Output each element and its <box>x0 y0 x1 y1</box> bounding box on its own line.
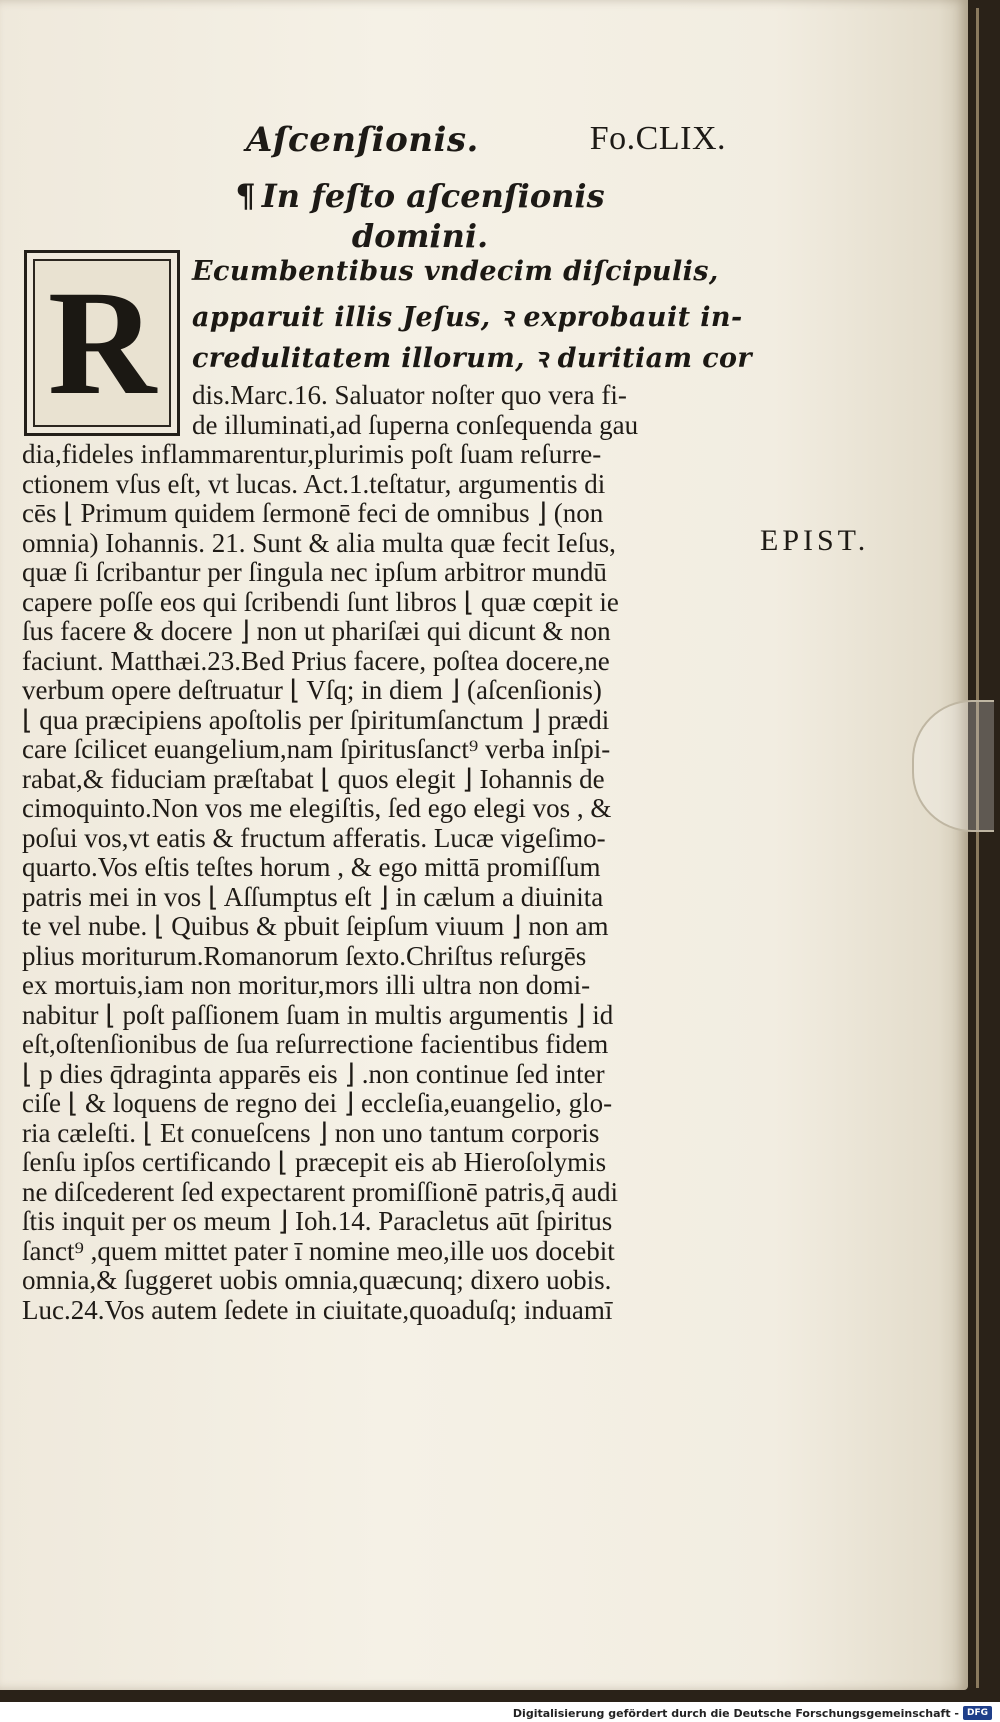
dfg-logo: DFG <box>963 1706 992 1720</box>
page-edge <box>976 8 979 1688</box>
text-line: ſanct⁹ ,quem mittet pater ī nomine meo,ille uos docebit <box>22 1235 615 1266</box>
text-line: patris mei in vos ⌊ Aſſumptus eſt ⌋ in cælum a diuinita <box>22 881 604 912</box>
text-line: verbum opere deſtruatur ⌊ Vſq; in diem ⌋ (aſcenſionis) <box>22 675 602 705</box>
text-line: plius moriturum.Romanorum ſexto.Chriſtus reſurgēs <box>22 940 587 971</box>
text-line: eſt,oſtenſionibus de ſua reſurrectione facientibus fidem <box>22 1029 609 1059</box>
text-line: dia,fideles inflammarentur,plurimis poſt ſuam reſurre- <box>22 439 602 469</box>
text-line: Luc.24.Vos autem ſedete in ciuitate,quoaduſq; induamī <box>22 1294 613 1325</box>
text-line: ne diſcederent ſed expectarent promiſſionē patris,q̄ audi <box>22 1176 619 1207</box>
text-line: ſenſu ipſos certificando ⌊ præcepit eis ab Hieroſolymis <box>22 1147 607 1177</box>
text-line: ex mortuis,iam non moritur,mors illi ultra non domi- <box>22 970 591 1000</box>
footer <box>0 1704 1000 1722</box>
text-line: quæ ſi ſcribantur per ſingula nec ipſum arbitror mundū <box>22 557 607 587</box>
text-line: rabat,& fiduciam præſtabat ⌊ quos elegit ⌋ Iohannis de <box>22 763 605 794</box>
running-head-left: Aſcenſionis. <box>246 120 479 160</box>
text-line: ria cæleſti. ⌊ Et conueſcens ⌋ non uno tantum corporis <box>22 1117 600 1148</box>
text-line: de illuminati,ad ſuperna conſequenda gau <box>192 409 639 440</box>
margin-note: EPIST. <box>760 524 870 557</box>
section-title <box>210 176 630 256</box>
text-line: poſui vos,vt eatis & fructum afferatis. Lucæ vigeſimo- <box>22 822 606 853</box>
title-line-2: domini. <box>351 217 489 255</box>
folio-number: Fo.CLIX. <box>589 120 726 157</box>
pilcrow-mark: ¶ <box>235 177 256 215</box>
text-line: ⌊ qua præcipiens apoſtolis per ſpiritumſanctum ⌋ prædi <box>22 704 610 735</box>
text-line: cēs ⌊ Primum quidem ſermonē feci de omnibus ⌋ (non <box>22 498 604 528</box>
text-line: ctionem vſus eſt, vt lucas. Act.1.teſtatur, argumentis di <box>22 468 606 499</box>
initial-letter: R <box>47 260 157 426</box>
text-line: faciunt. Matthæi.23.Bed Prius facere, poſtea docere,ne <box>22 645 610 676</box>
decorated-initial <box>24 250 180 436</box>
text-line: capere poſſe eos qui ſcribendi ſunt libros ⌊ quæ cœpit ie <box>22 586 619 617</box>
text-line: te vel nube. ⌊ Quibus & pbuit ſeipſum viuum ⌋ non am <box>22 911 609 941</box>
text-line: omnia) Iohannis. 21. Sunt & alia multa quæ fecit Ieſus, <box>22 527 616 558</box>
text-line: cimoquinto.Non vos me elegiſtis, ſed ego elegi vos , & <box>22 793 612 823</box>
black-letter-line: Ecumbentibus vndecim diſcipulis, <box>192 256 719 287</box>
text-line: ſtis inquit per os meum ⌋ Ioh.14. Paracletus aūt ſpiritus <box>22 1206 613 1236</box>
text-line: nabitur ⌊ poſt paſſionem ſuam in multis argumentis ⌋ id <box>22 999 614 1030</box>
text-line: ciſe ⌊ & loquens de regno dei ⌋ eccleſia,euangelio, glo- <box>22 1088 613 1118</box>
text-line: omnia,& ſuggeret uobis omnia,quæcunq; dixero uobis. <box>22 1265 612 1295</box>
black-letter-line: apparuit illis Jeſus, ꝛ exprobauit in- <box>192 302 743 333</box>
text-line: quarto.Vos eſtis teſtes horum , & ego mittā promiſſum <box>22 852 601 882</box>
text-line: ⌊ p dies q̄draginta apparēs eis ⌋ .non continue ſed inter <box>22 1058 605 1089</box>
text-line: dis.Marc.16. Saluator noſter quo vera fi- <box>192 380 627 410</box>
text-line: care ſcilicet euangelium,nam ſpiritusſanct⁹ verba inſpi- <box>22 734 611 764</box>
running-head <box>246 120 726 160</box>
text-line: ſus facere & docere ⌋ non ut phariſæi qui dicunt & non <box>22 616 611 646</box>
title-line-1: In feſto aſcenſionis <box>261 177 605 215</box>
black-letter-line: credulitatem illorum, ꝛ duritiam cor <box>192 343 752 374</box>
footer-credit: Digitalisierung gefördert durch die Deutsche Forschungsgemeinschaft - <box>512 1706 959 1720</box>
